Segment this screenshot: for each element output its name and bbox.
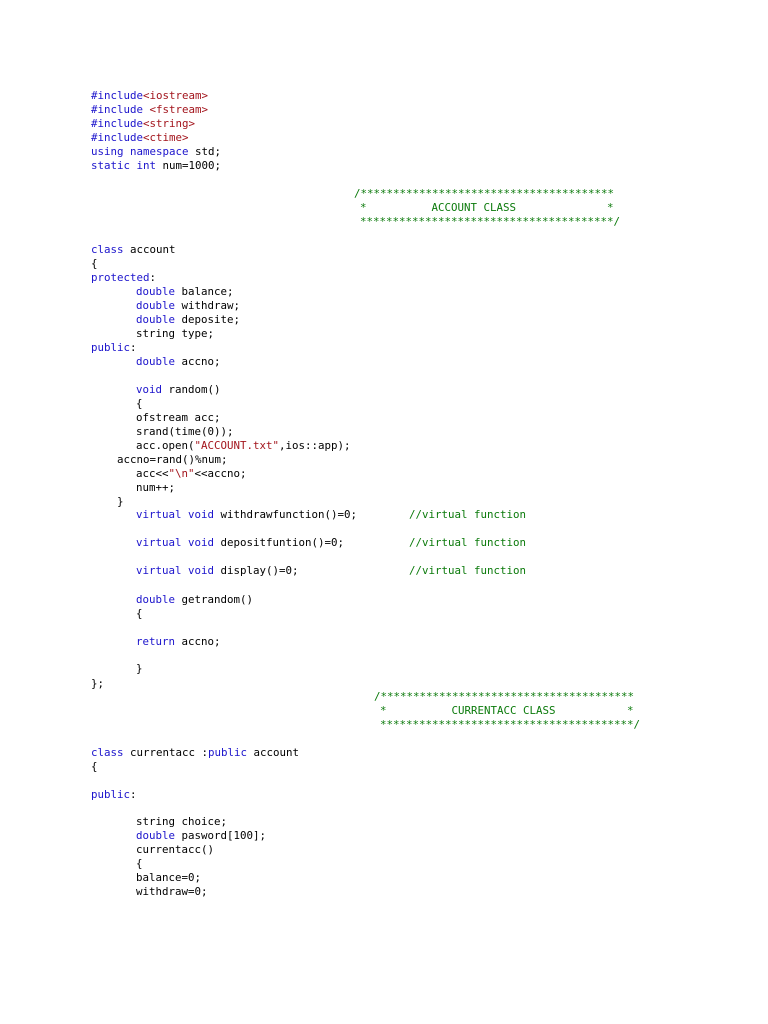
comment-banner-line: [360, 215, 620, 229]
code-line: [117, 453, 228, 467]
code-keyword: static int: [91, 159, 157, 172]
code-keyword: #include: [91, 131, 144, 144]
code-text: accno;: [175, 635, 221, 648]
code-comment: //virtual function: [409, 564, 527, 577]
code-string: <string>: [143, 117, 196, 130]
code-line: [91, 271, 156, 285]
code-line: [136, 397, 143, 411]
code-line: [136, 536, 526, 550]
code-line: [136, 299, 240, 313]
code-keyword: #include: [91, 103, 150, 116]
code-comment: * ACCOUNT CLASS *: [360, 201, 614, 214]
code-line: [136, 425, 234, 439]
code-line: [91, 677, 104, 691]
comment-banner-line: [374, 690, 634, 704]
code-line: [136, 355, 221, 369]
comment-banner-line: [360, 201, 614, 215]
code-line: [136, 313, 240, 327]
code-text: <<accno;: [194, 467, 247, 480]
comment-banner-line: [380, 704, 634, 718]
code-comment: /***************************************: [354, 187, 615, 200]
code-keyword: double: [136, 299, 176, 312]
code-text: num=1000;: [156, 159, 222, 172]
code-line: [91, 103, 208, 117]
code-text: std;: [188, 145, 222, 158]
code-string: <fstream>: [149, 103, 209, 116]
code-line: [117, 495, 124, 509]
code-text: {: [136, 397, 143, 410]
code-text: }: [136, 662, 143, 675]
code-keyword: double: [136, 313, 176, 326]
code-text: {: [136, 607, 143, 620]
code-text: }: [117, 495, 124, 508]
code-text: currentacc(): [136, 843, 215, 856]
code-line: [91, 788, 137, 802]
code-keyword: virtual void: [136, 508, 215, 521]
code-string: "\n": [168, 467, 195, 480]
code-keyword: #include: [91, 117, 144, 130]
code-keyword: using namespace: [91, 145, 189, 158]
code-text: accno=rand()%num;: [117, 453, 228, 466]
code-line: [136, 411, 221, 425]
code-string: <iostream>: [143, 89, 209, 102]
code-text: deposite;: [175, 313, 241, 326]
code-line: [136, 843, 214, 857]
code-line: [91, 159, 221, 173]
code-line: [136, 508, 526, 522]
code-keyword: virtual void: [136, 564, 215, 577]
code-line: [91, 131, 189, 145]
code-line: [136, 871, 201, 885]
code-text: getrandom(): [175, 593, 254, 606]
code-line: [136, 439, 351, 453]
code-text: currentacc :: [123, 746, 209, 759]
code-keyword: public: [91, 788, 131, 801]
code-text: withdrawfunction()=0;: [214, 508, 410, 521]
code-keyword: public: [91, 341, 131, 354]
comment-banner-line: [380, 718, 640, 732]
code-line: [136, 383, 221, 397]
comment-banner-line: [354, 187, 614, 201]
code-line: [136, 467, 247, 481]
code-string: <ctime>: [143, 131, 189, 144]
code-text: string choice;: [136, 815, 228, 828]
code-keyword: double: [136, 593, 176, 606]
code-line: [91, 257, 98, 271]
code-line: [136, 829, 266, 843]
code-text: {: [136, 857, 143, 870]
code-keyword: protected: [91, 271, 150, 284]
code-keyword: class: [91, 243, 124, 256]
code-line: [136, 635, 221, 649]
code-text: balance;: [175, 285, 234, 298]
code-line: [136, 885, 208, 899]
code-line: [136, 285, 234, 299]
code-text: :: [149, 271, 157, 284]
code-keyword: #include: [91, 89, 144, 102]
code-line: [136, 593, 253, 607]
code-line: [136, 857, 143, 871]
code-text: srand(time(0));: [136, 425, 234, 438]
code-comment: /***************************************: [374, 690, 635, 703]
code-text: };: [91, 677, 105, 690]
code-keyword: double: [136, 829, 176, 842]
code-comment: //virtual function: [409, 536, 527, 549]
code-text: ,ios::app);: [279, 439, 351, 452]
code-line: [136, 327, 214, 341]
code-comment: ***************************************/: [380, 718, 641, 731]
code-text: depositfuntion()=0;: [214, 536, 410, 549]
code-text: {: [91, 257, 98, 270]
code-line: [91, 243, 176, 257]
code-keyword: return: [136, 635, 176, 648]
code-text: account: [123, 243, 176, 256]
code-keyword: void: [136, 383, 163, 396]
code-line: [91, 145, 221, 159]
code-line: [136, 607, 143, 621]
code-line: [136, 564, 526, 578]
code-text: :: [130, 341, 137, 354]
code-text: withdraw;: [175, 299, 241, 312]
code-line: [91, 746, 299, 760]
code-line: [136, 662, 143, 676]
code-string: "ACCOUNT.txt": [194, 439, 280, 452]
code-text: acc<<: [136, 467, 169, 480]
code-text: withdraw=0;: [136, 885, 208, 898]
code-keyword: virtual void: [136, 536, 215, 549]
code-comment: //virtual function: [409, 508, 527, 521]
code-line: [91, 341, 137, 355]
code-comment: ***************************************/: [360, 215, 621, 228]
code-text: {: [91, 760, 98, 773]
code-keyword: public: [208, 746, 248, 759]
code-text: account: [247, 746, 300, 759]
code-text: accno;: [175, 355, 221, 368]
code-text: acc.open(: [136, 439, 195, 452]
code-keyword: class: [91, 746, 124, 759]
code-text: string type;: [136, 327, 215, 340]
code-keyword: double: [136, 355, 176, 368]
code-line: [91, 89, 208, 103]
code-comment: * CURRENTACC CLASS *: [380, 704, 634, 717]
code-text: balance=0;: [136, 871, 202, 884]
code-text: random(): [162, 383, 221, 396]
code-keyword: double: [136, 285, 176, 298]
code-line: [136, 481, 175, 495]
code-text: :: [130, 788, 137, 801]
code-line: [91, 760, 98, 774]
code-line: [91, 117, 195, 131]
code-text: display()=0;: [214, 564, 410, 577]
code-line: [136, 815, 227, 829]
code-text: pasword[100];: [175, 829, 267, 842]
code-text: num++;: [136, 481, 176, 494]
code-text: ofstream acc;: [136, 411, 221, 424]
